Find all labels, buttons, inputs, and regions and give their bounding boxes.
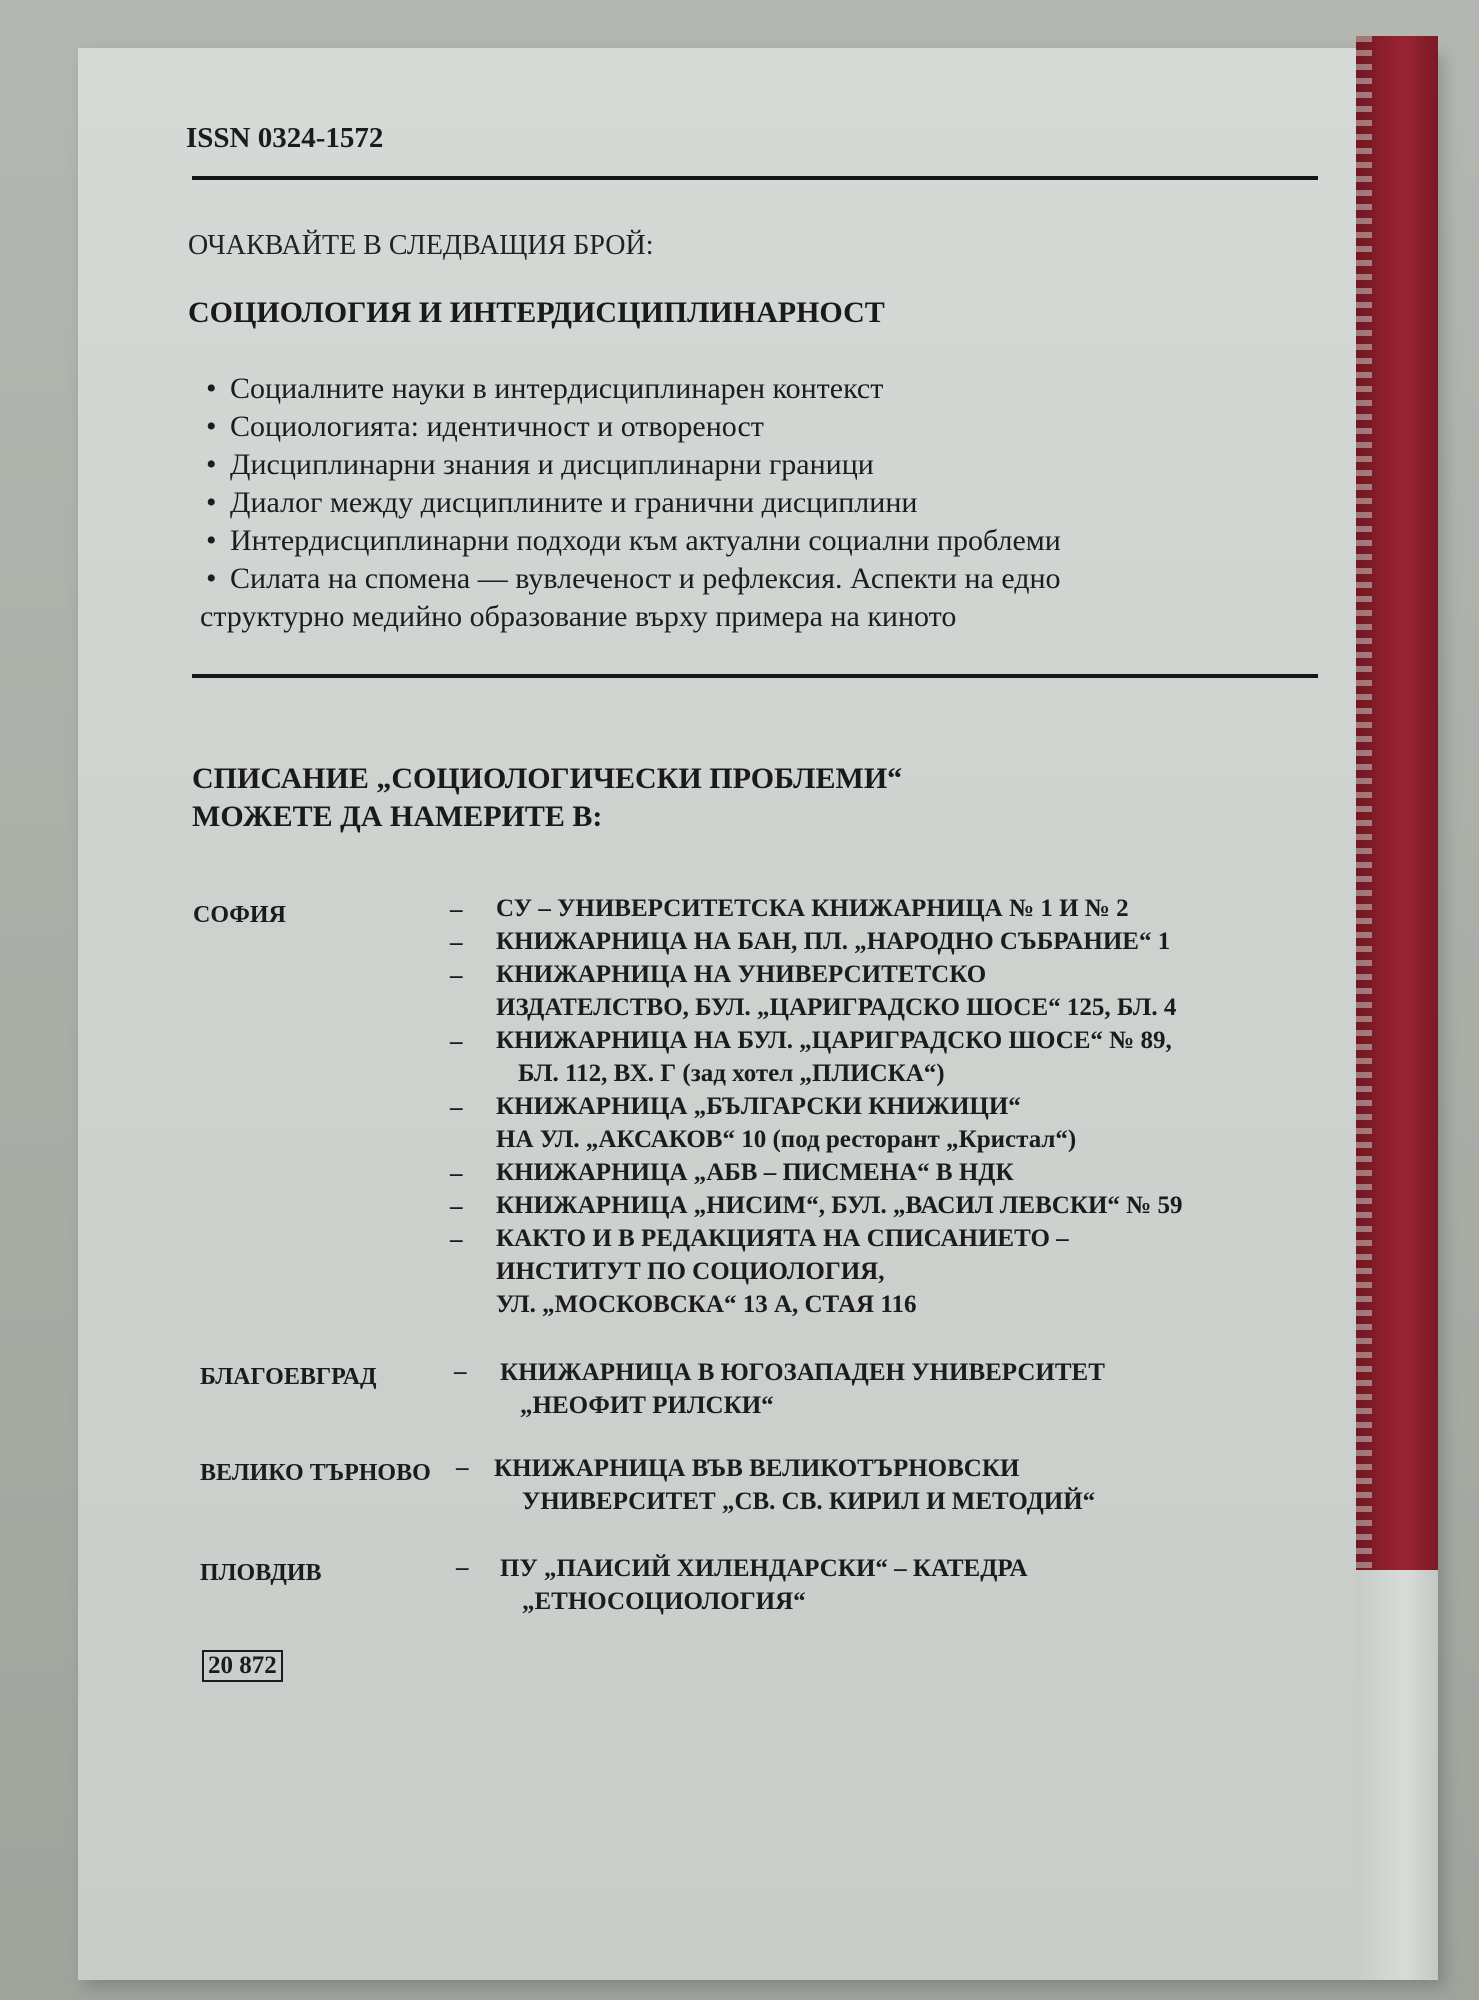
location-line: КНИЖАРНИЦА НА БАН, ПЛ. „НАРОДНО СЪБРАНИЕ“ 1 bbox=[496, 928, 1171, 955]
bullet-icon: • bbox=[206, 486, 217, 519]
topic-text: Интердисциплинарни подходи към актуални социални проблеми bbox=[230, 524, 1061, 557]
bullet-icon: • bbox=[206, 562, 217, 595]
topic-item bbox=[206, 370, 1316, 408]
topic-text: Социалните науки в интердисциплинарен контекст bbox=[230, 372, 884, 405]
location-line: КАКТО И В РЕДАКЦИЯТА НА СПИСАНИЕТО – bbox=[496, 1225, 1069, 1252]
next-issue-title: СОЦИОЛОГИЯ И ИНТЕРДИСЦИПЛИНАРНОСТ bbox=[188, 296, 885, 329]
location-line: „НЕОФИТ РИЛСКИ“ bbox=[520, 1392, 774, 1419]
city-sofia: СОФИЯ bbox=[193, 902, 286, 928]
topic-item bbox=[206, 522, 1316, 560]
journal-heading bbox=[192, 760, 902, 836]
location-line: ПУ „ПАИСИЙ ХИЛЕНДАРСКИ“ – КАТЕДРА bbox=[500, 1555, 1028, 1582]
topic-text: Дисциплинарни знания и дисциплинарни граници bbox=[230, 448, 874, 481]
location-line: УЛ. „МОСКОВСКА“ 13 А, СТАЯ 116 bbox=[496, 1291, 917, 1318]
divider-middle bbox=[192, 674, 1318, 678]
bullet-icon: • bbox=[206, 448, 217, 481]
topic-item bbox=[206, 484, 1316, 522]
bullet-icon: • bbox=[206, 410, 217, 443]
journal-heading-line-2: МОЖЕТЕ ДА НАМЕРИТЕ В: bbox=[192, 800, 603, 833]
topic-text: Социологията: идентичност и отвореност bbox=[230, 410, 764, 443]
location-line: КНИЖАРНИЦА „НИСИМ“, БУЛ. „ВАСИЛ ЛЕВСКИ“ № 59 bbox=[496, 1192, 1183, 1219]
location-line: ИНСТИТУТ ПО СОЦИОЛОГИЯ, bbox=[496, 1258, 885, 1285]
location-line: КНИЖАРНИЦА „АБВ – ПИСМЕНА“ В НДК bbox=[496, 1159, 1014, 1186]
topic-text: Диалог между дисциплините и гранични дисциплини bbox=[230, 486, 918, 519]
topic-item bbox=[206, 446, 1316, 484]
location-line: КНИЖАРНИЦА НА БУЛ. „ЦАРИГРАДСКО ШОСЕ“ № 89, bbox=[496, 1027, 1172, 1054]
dash: – bbox=[450, 962, 463, 989]
topic-text: Силата на спомена — вувлеченост и рефлексия. Аспекти на едно bbox=[230, 562, 1061, 595]
dash: – bbox=[456, 1454, 469, 1481]
location-line: „ЕТНОСОЦИОЛОГИЯ“ bbox=[522, 1588, 806, 1615]
dash: – bbox=[456, 1554, 469, 1581]
catalog-code-box: 20 872 bbox=[202, 1650, 283, 1682]
location-line: НА УЛ. „АКСАКОВ“ 10 (под ресторант „Кристал“) bbox=[496, 1126, 1077, 1153]
dash: – bbox=[450, 896, 463, 923]
dash: – bbox=[450, 1028, 463, 1055]
dash: – bbox=[450, 1160, 463, 1187]
dash: – bbox=[450, 1226, 463, 1253]
location-line: КНИЖАРНИЦА „БЪЛГАРСКИ КНИЖИЦИ“ bbox=[496, 1093, 1021, 1120]
location-line: СУ – УНИВЕРСИТЕТСКА КНИЖАРНИЦА № 1 И № 2 bbox=[496, 895, 1129, 922]
topic-item bbox=[206, 560, 1316, 598]
page-edge bbox=[1356, 1570, 1438, 1980]
location-line: УНИВЕРСИТЕТ „СВ. СВ. КИРИЛ И МЕТОДИЙ“ bbox=[522, 1488, 1096, 1515]
location-line: ИЗДАТЕЛСТВО, БУЛ. „ЦАРИГРАДСКО ШОСЕ“ 125, БЛ. 4 bbox=[496, 994, 1177, 1021]
bullet-icon: • bbox=[206, 372, 217, 405]
dash: – bbox=[450, 1094, 463, 1121]
bullet-icon: • bbox=[206, 524, 217, 557]
city-plovdiv: ПЛОВДИВ bbox=[200, 1560, 322, 1586]
dash: – bbox=[450, 929, 463, 956]
topic-list bbox=[200, 370, 1316, 636]
dash: – bbox=[454, 1358, 467, 1385]
topic-continuation: структурно медийно образование върху примера на киното bbox=[200, 600, 957, 633]
next-issue-label: ОЧАКВАЙТЕ В СЛЕДВАЩИЯ БРОЙ: bbox=[188, 230, 654, 261]
dash: – bbox=[450, 1193, 463, 1220]
journal-heading-line-1: СПИСАНИЕ „СОЦИОЛОГИЧЕСКИ ПРОБЛЕМИ“ bbox=[192, 762, 903, 795]
issn-number: ISSN 0324-1572 bbox=[186, 122, 384, 154]
topic-item bbox=[206, 408, 1316, 446]
city-veliko-tarnovo: ВЕЛИКО ТЪРНОВО bbox=[200, 1460, 431, 1486]
location-line: КНИЖАРНИЦА В ЮГОЗАПАДЕН УНИВЕРСИТЕТ bbox=[500, 1359, 1105, 1386]
location-line: БЛ. 112, ВХ. Г (зад хотел „ПЛИСКА“) bbox=[518, 1060, 945, 1087]
location-line: КНИЖАРНИЦА НА УНИВЕРСИТЕТСКО bbox=[496, 961, 987, 988]
city-blagoevgrad: БЛАГОЕВГРАД bbox=[200, 1364, 377, 1390]
divider-top bbox=[192, 176, 1318, 180]
location-line: КНИЖАРНИЦА ВЪВ ВЕЛИКОТЪРНОВСКИ bbox=[494, 1455, 1020, 1482]
red-spine bbox=[1356, 36, 1438, 1570]
